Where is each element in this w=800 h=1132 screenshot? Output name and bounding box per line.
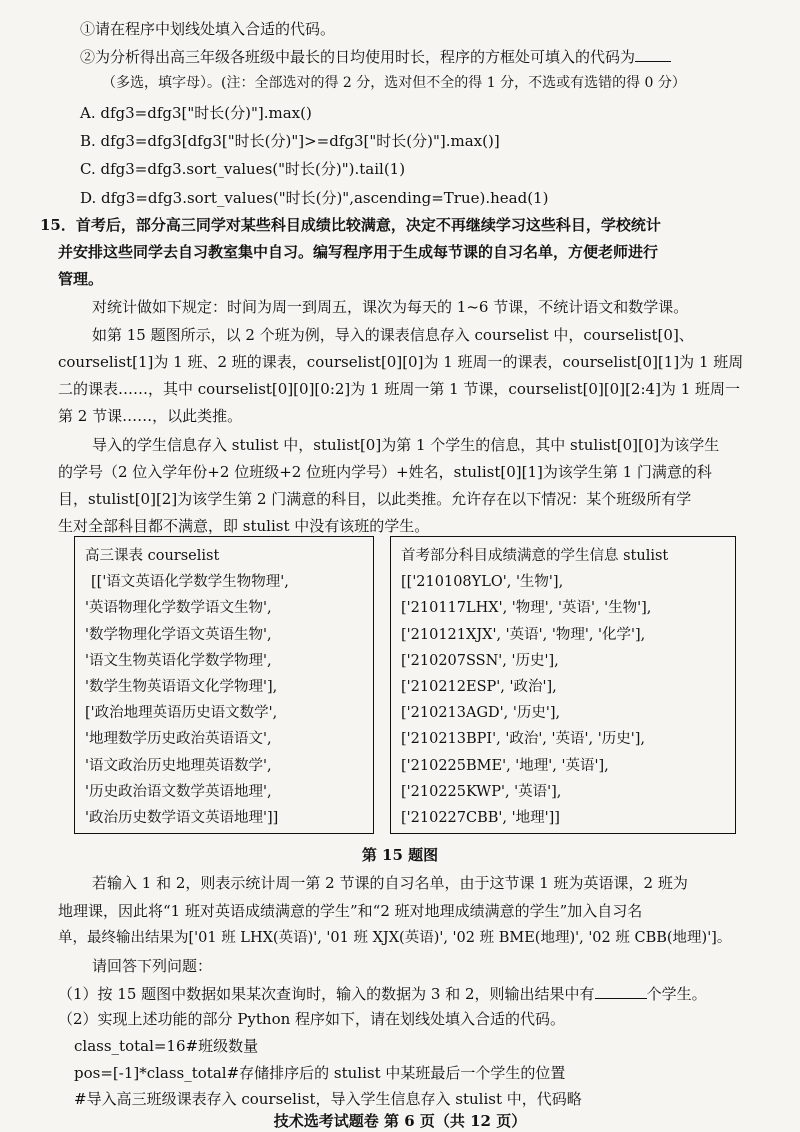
stulist-row: ['210117LHX', '物理', '英语', '生物'], <box>401 600 652 617</box>
stulist-row: ['210225BME', '地理', '英语'], <box>401 757 609 774</box>
stulist-row: ['210225KWP', '英语'], <box>401 783 562 800</box>
courselist-row: ['政治地理英语历史语文数学', <box>85 705 278 722</box>
q14-option-d: D. dfg3=dfg3.sort_values("时长(分)",ascending=True).head(1) <box>80 189 549 207</box>
q15-para2-1: 如第 15 题图所示，以 2 个班为例，导入的课表信息存入 courselist 中，courselist[0]、 <box>92 326 694 344</box>
courselist-box <box>74 536 374 834</box>
courselist-row: '数学物理化学语文英语生物', <box>85 626 272 643</box>
sub-question-1 <box>58 982 707 1005</box>
q15-para3-2: 的学号（2 位入学年份+2 位班级+2 位班内学号）+姓名，stulist[0][1]为该学生第 1 门满意的科 <box>58 463 712 481</box>
q14-sub2-text: ②为分析得出高三年级各班级中最长的日均使用时长，程序的方框处可填入的代码为 <box>80 48 636 66</box>
courselist-row: '语文生物英语化学数学物理', <box>85 652 272 669</box>
answer-blank <box>635 45 671 62</box>
stulist-title: 首考部分科目成绩满意的学生信息 stulist <box>401 548 669 564</box>
q15-intro-1: 15．首考后，部分高三同学对某些科目成绩比较满意，决定不再继续学习这些科目，学校统计 <box>40 216 661 234</box>
q14-sub2-note: （多选，填字母）。(注：全部选对的得 2 分，选对但不全的得 1 分，不选或有选错的得 0 分） <box>102 75 686 91</box>
courselist-row: '历史政治语文数学英语地理', <box>85 783 272 800</box>
figure-caption: 第 15 题图 <box>361 846 439 864</box>
q14-sub1: ①请在程序中划线处填入合适的代码。 <box>80 20 336 38</box>
stulist-row: [['210108YLO', '生物'], <box>401 574 564 591</box>
q15-intro-3: 管理。 <box>58 270 104 288</box>
stulist-row: ['210213BPI', '政治', '英语', '历史'], <box>401 731 645 748</box>
stulist-row: ['210227CBB', '地理']] <box>401 810 560 827</box>
code-line-1: class_total=16#班级数量 <box>74 1037 259 1055</box>
sub-question-2: （2）实现上述功能的部分 Python 程序如下，请在划线处填入合适的代码。 <box>58 1010 566 1028</box>
stulist-box <box>390 536 736 834</box>
q14-sub2-line1 <box>80 45 671 68</box>
q14-option-a: A. dfg3=dfg3["时长(分)"].max() <box>80 104 312 122</box>
code-line-2: pos=[-1]*class_total#存储排序后的 stulist 中某班最后一个学生的位置 <box>74 1064 566 1082</box>
stulist-row: ['210207SSN', '历史'], <box>401 652 559 669</box>
answer-blank <box>595 982 647 999</box>
sub-question-1-text: （1）按 15 题图中数据如果某次查询时，输入的数据为 3 和 2，则输出结果中有 <box>58 985 595 1003</box>
code-line-3: #导入高三班级课表存入 courselist，导入学生信息存入 stulist 中，代码略 <box>74 1090 582 1108</box>
q15-intro-2: 并安排这些同学去自习教室集中自习。编写程序用于生成每节课的自习名单，方便老师进行 <box>58 243 659 261</box>
q14-option-b: B. dfg3=dfg3[dfg3["时长(分)"]>=dfg3["时长(分)"].max()] <box>80 132 500 150</box>
sub-question-1-tail: 个学生。 <box>646 985 707 1003</box>
q15-para3-3: 目，stulist[0][2]为该学生第 2 门满意的科目，以此类推。允许存在以下情况：某个班级所有学 <box>58 490 692 508</box>
courselist-row: '地理数学历史政治英语语文', <box>85 731 272 748</box>
q15-para3-1: 导入的学生信息存入 stulist 中，stulist[0]为第 1 个学生的信息，其中 stulist[0][0]为该学生 <box>92 436 720 454</box>
courselist-row: '语文政治历史地理英语数学', <box>85 757 272 774</box>
q15-para3-4: 生对全部科目都不满意，即 stulist 中没有该班的学生。 <box>58 517 430 535</box>
stulist-row: ['210212ESP', '政治'], <box>401 679 557 696</box>
courselist-row: '数学生物英语语文化学物理'], <box>85 679 278 696</box>
stulist-row: ['210121XJX', '英语', '物理', '化学'], <box>401 626 646 643</box>
courselist-title: 高三课表 courselist <box>85 548 220 564</box>
example-3: 单，最终输出结果为['01 班 LHX(英语)', '01 班 XJX(英语)', '02 班 BME(地理)', '02 班 CBB(地理)']。 <box>58 930 732 946</box>
q15-rule: 对统计做如下规定：时间为周一到周五，课次为每天的 1~6 节课，不统计语文和数学课。 <box>92 298 689 316</box>
q15-para2-3: 二的课表……，其中 courselist[0][0][0:2]为 1 班周一第 1 节课，courselist[0][0][2:4]为 1 班周一 <box>58 380 741 398</box>
page-footer: 技术选考试题卷 第 6 页（共 12 页） <box>273 1112 527 1130</box>
courselist-row: '政治历史数学语文英语地理']] <box>85 810 279 827</box>
stulist-row: ['210213AGD', '历史'], <box>401 705 561 722</box>
example-1: 若输入 1 和 2，则表示统计周一第 2 节课的自习名单，由于这节课 1 班为英语课，2 班为 <box>92 874 688 892</box>
q14-option-c: C. dfg3=dfg3.sort_values("时长(分)").tail(1) <box>80 160 406 178</box>
q15-para2-4: 第 2 节课……，以此类推。 <box>58 407 243 425</box>
q15-para2-2: courselist[1]为 1 班、2 班的课表，courselist[0][0]为 1 班周一的课表，courselist[0][1]为 1 班周 <box>58 353 744 371</box>
courselist-row: [['语文英语化学数学生物物理', <box>91 574 289 591</box>
example-2: 地理课，因此将“1 班对英语成绩满意的学生”和“2 班对地理成绩满意的学生”加入自习名 <box>58 902 643 920</box>
courselist-row: '英语物理化学数学语文生物', <box>85 600 272 617</box>
answer-prompt: 请回答下列问题： <box>92 957 213 975</box>
